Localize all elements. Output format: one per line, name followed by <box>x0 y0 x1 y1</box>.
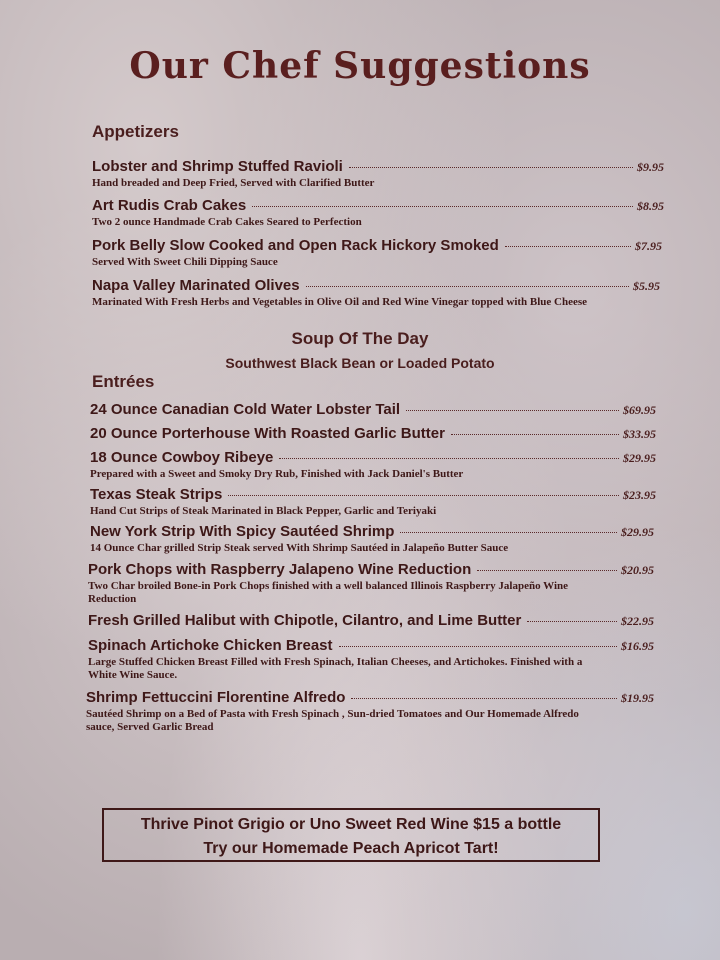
leader-dots <box>351 698 617 699</box>
item-name: New York Strip With Spicy Sautéed Shrimp <box>90 523 395 540</box>
page-title: Our Chef Suggestions <box>129 45 591 87</box>
item-description: Hand breaded and Deep Fried, Served with Clarified Butter <box>92 177 375 189</box>
leader-dots <box>228 495 619 496</box>
menu-item <box>90 401 656 418</box>
item-price: $22.95 <box>621 614 654 628</box>
menu-item <box>88 612 654 629</box>
item-price: $20.95 <box>621 563 654 577</box>
leader-dots <box>527 621 617 622</box>
item-name: 24 Ounce Canadian Cold Water Lobster Tail <box>90 401 401 418</box>
leader-dots <box>505 246 631 247</box>
entrees-heading: Entrées <box>92 372 155 391</box>
item-description: Large Stuffed Chicken Breast Filled with Fresh Spinach, Italian Cheeses, and Artichokes. Finished with a White Wine Sauce. <box>88 656 583 681</box>
menu-item <box>90 425 656 442</box>
item-name: Spinach Artichoke Chicken Breast <box>88 637 333 654</box>
item-description: Hand Cut Strips of Steak Marinated in Black Pepper, Garlic and Teriyaki <box>90 505 437 517</box>
appetizers-heading: Appetizers <box>92 122 179 141</box>
menu-item <box>92 237 662 269</box>
menu-item <box>92 277 660 309</box>
menu-item <box>88 637 654 682</box>
item-price: $23.95 <box>623 488 656 502</box>
menu-item <box>90 523 654 555</box>
leader-dots <box>279 458 619 459</box>
soup-of-the-day: Southwest Black Bean or Loaded Potato <box>225 355 495 371</box>
item-price: $29.95 <box>621 525 654 539</box>
item-name: Texas Steak Strips <box>90 486 223 503</box>
menu-item <box>88 561 654 606</box>
leader-dots <box>477 570 617 571</box>
item-price: $7.95 <box>635 239 662 253</box>
leader-dots <box>400 532 617 533</box>
menu-item <box>90 449 656 481</box>
item-name: Lobster and Shrimp Stuffed Ravioli <box>92 158 343 175</box>
soup-heading: Soup Of The Day <box>291 329 429 348</box>
item-price: $19.95 <box>621 691 654 705</box>
leader-dots <box>306 286 629 287</box>
item-price: $33.95 <box>623 427 656 441</box>
item-name: 18 Ounce Cowboy Ribeye <box>90 449 274 466</box>
leader-dots <box>339 646 617 647</box>
item-description: Two 2 ounce Handmade Crab Cakes Seared to Perfection <box>92 216 362 228</box>
item-price: $29.95 <box>623 451 656 465</box>
item-name: Napa Valley Marinated Olives <box>92 277 300 294</box>
item-description: Sautéed Shrimp on a Bed of Pasta with Fresh Spinach , Sun-dried Tomatoes and Our Homemade Alfredo sauce, Served Garlic Bread <box>86 708 579 733</box>
menu-item <box>92 158 664 190</box>
item-description: Prepared with a Sweet and Smoky Dry Rub, Finished with Jack Daniel's Butter <box>90 468 464 480</box>
item-name: Pork Chops with Raspberry Jalapeno Wine Reduction <box>88 561 472 578</box>
promo-dessert-line: Try our Homemade Peach Apricot Tart! <box>203 840 499 857</box>
item-name: Pork Belly Slow Cooked and Open Rack Hickory Smoked <box>92 237 499 254</box>
item-description: Marinated With Fresh Herbs and Vegetables in Olive Oil and Red Wine Vinegar topped with Blue Cheese <box>92 296 588 308</box>
item-price: $5.95 <box>633 279 660 293</box>
menu-item <box>92 197 664 229</box>
leader-dots <box>252 206 633 207</box>
item-name: 20 Ounce Porterhouse With Roasted Garlic Butter <box>90 425 445 442</box>
menu-item <box>90 486 656 518</box>
leader-dots <box>349 167 633 168</box>
item-description: Two Char broiled Bone-in Pork Chops finished with a well balanced Illinois Raspberry Jalapeño Wine Reduction <box>88 580 569 605</box>
leader-dots <box>406 410 619 411</box>
item-description: Served With Sweet Chili Dipping Sauce <box>92 256 278 268</box>
item-name: Shrimp Fettuccini Florentine Alfredo <box>86 689 346 706</box>
item-price: $16.95 <box>621 639 654 653</box>
item-name: Fresh Grilled Halibut with Chipotle, Cilantro, and Lime Butter <box>88 612 522 629</box>
item-price: $9.95 <box>637 160 664 174</box>
leader-dots <box>451 434 619 435</box>
promo-wine-line: Thrive Pinot Grigio or Uno Sweet Red Wine $15 a bottle <box>140 816 562 833</box>
promo-box <box>102 808 600 862</box>
item-description: 14 Ounce Char grilled Strip Steak served With Shrimp Sautéed in Jalapeño Butter Sauce <box>90 542 509 554</box>
item-price: $8.95 <box>637 199 664 213</box>
item-name: Art Rudis Crab Cakes <box>92 197 247 214</box>
menu-item <box>86 689 654 734</box>
item-price: $69.95 <box>623 403 656 417</box>
